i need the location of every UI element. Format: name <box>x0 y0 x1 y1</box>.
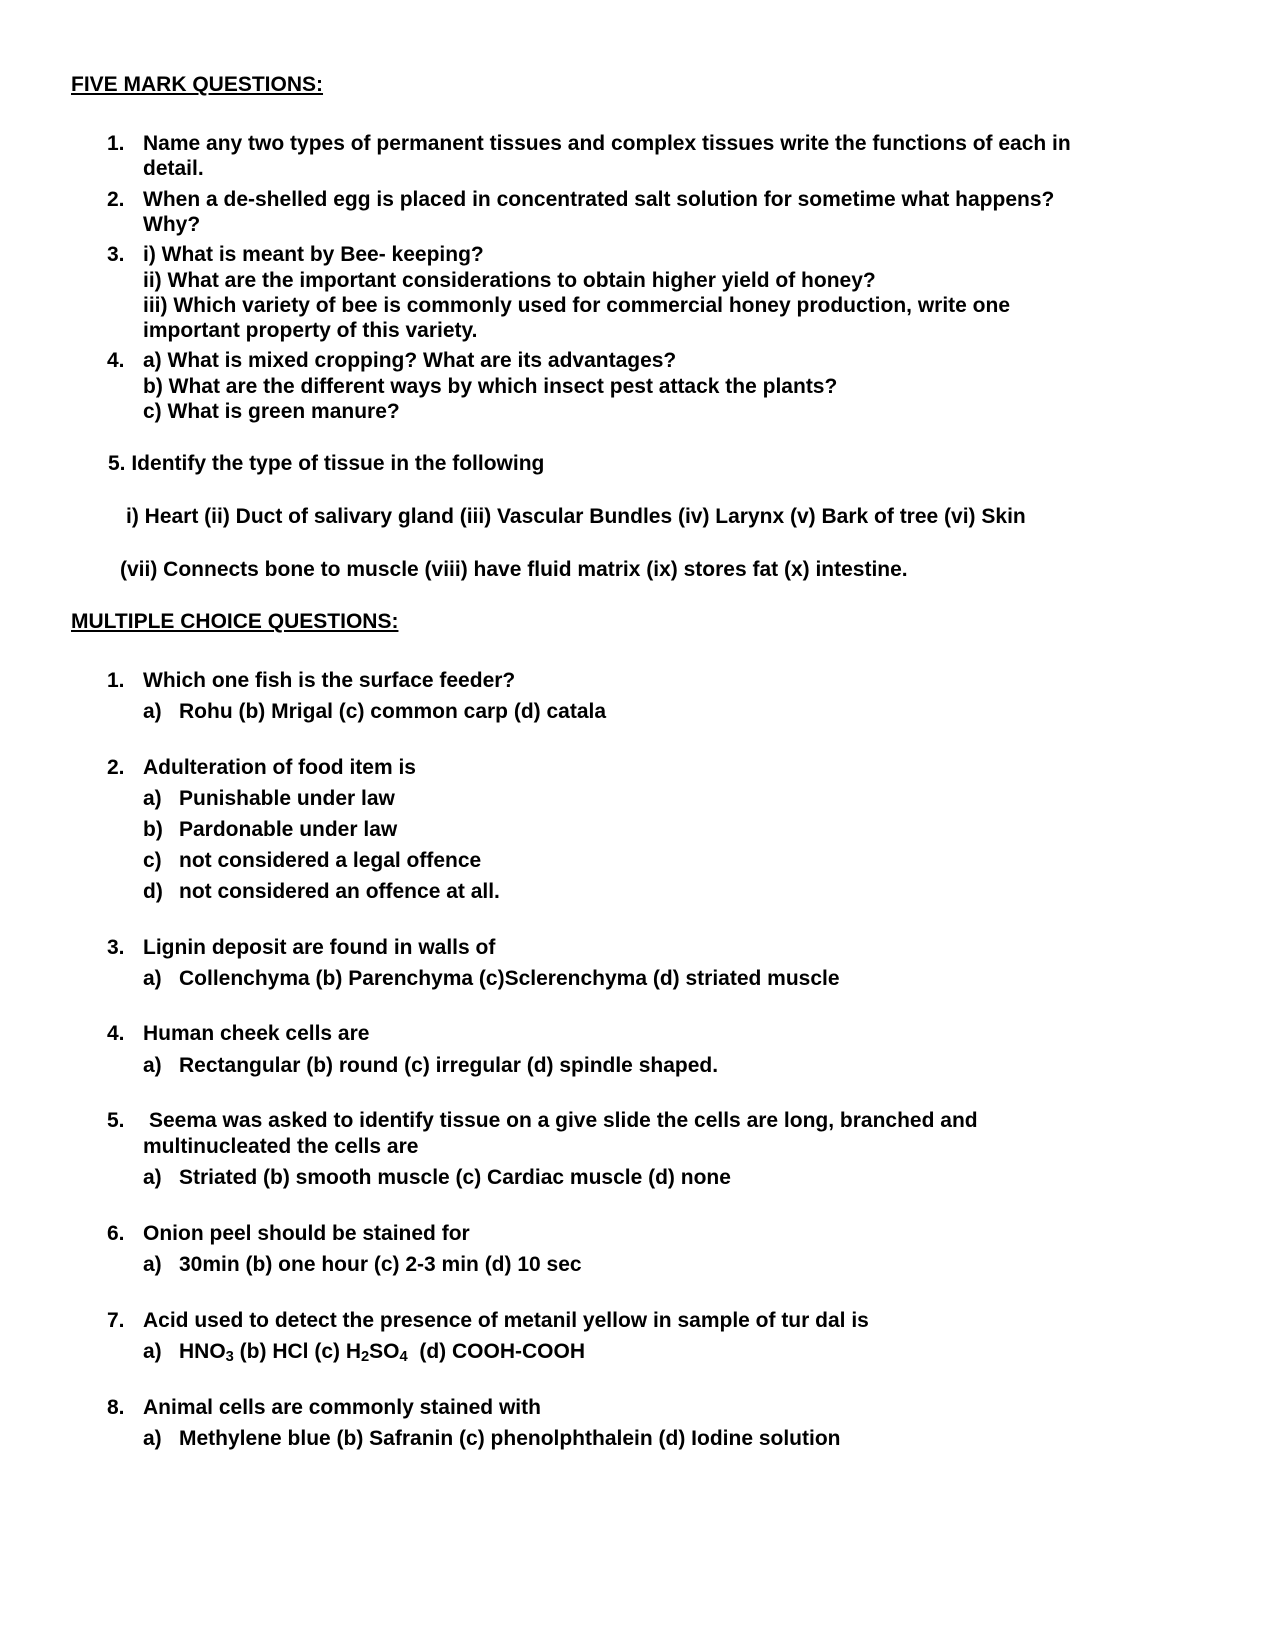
mcq8-option-label: a) <box>143 1427 162 1450</box>
mcq1-number: 1. <box>107 669 125 692</box>
q2-text-line1: When a de-shelled egg is placed in concentrated salt solution for sometime what happens? <box>143 188 1055 211</box>
five-mark-heading: FIVE MARK QUESTIONS: <box>71 73 324 96</box>
q1-number: 1. <box>107 132 125 155</box>
q2-text-line2: Why? <box>143 213 201 236</box>
q1-text-line2: detail. <box>143 157 204 180</box>
mcq2-option-a-label: a) <box>143 787 162 810</box>
q4-number: 4. <box>107 349 125 372</box>
mcq2-option-a: Punishable under law <box>179 787 395 810</box>
mcq7-opt-c-sub1: 2 <box>361 1349 370 1365</box>
mcq5-question-line1: Seema was asked to identify tissue on a give slide the cells are long, branched and <box>149 1109 978 1132</box>
q3-part-i: i) What is meant by Bee- keeping? <box>143 243 484 266</box>
q4-part-b: b) What are the different ways by which insect pest attack the plants? <box>143 375 838 398</box>
mcq7-options <box>179 1339 585 1365</box>
q3-part-ii: ii) What are the important considerations to obtain higher yield of honey? <box>143 269 876 292</box>
mcq-heading: MULTIPLE CHOICE QUESTIONS: <box>71 610 399 633</box>
mcq2-number: 2. <box>107 756 125 779</box>
q3-part-iii-cont: important property of this variety. <box>143 319 478 342</box>
mcq2-option-d: not considered an offence at all. <box>179 880 500 903</box>
mcq4-question: Human cheek cells are <box>143 1022 370 1045</box>
mcq7-opt-a-sub: 3 <box>225 1349 234 1365</box>
mcq2-option-b: Pardonable under law <box>179 818 398 841</box>
mcq8-number: 8. <box>107 1396 125 1419</box>
mcq8-question: Animal cells are commonly stained with <box>143 1396 541 1419</box>
mcq4-option-label: a) <box>143 1054 162 1077</box>
mcq6-option-label: a) <box>143 1253 162 1276</box>
q1-text-line1: Name any two types of permanent tissues and complex tissues write the functions of each in <box>143 132 1071 155</box>
mcq6-options: 30min (b) one hour (c) 2-3 min (d) 10 sec <box>179 1253 582 1276</box>
mcq2-question: Adulteration of food item is <box>143 756 416 779</box>
mcq4-options: Rectangular (b) round (c) irregular (d) spindle shaped. <box>179 1054 719 1077</box>
mcq7-opt-c-sub2: 4 <box>399 1349 408 1365</box>
mcq1-options: Rohu (b) Mrigal (c) common carp (d) catala <box>179 700 607 723</box>
q4-part-c: c) What is green manure? <box>143 400 400 423</box>
mcq2-option-c-label: c) <box>143 849 162 872</box>
q4-part-a: a) What is mixed cropping? What are its advantages? <box>143 349 677 372</box>
mcq5-options: Striated (b) smooth muscle (c) Cardiac muscle (d) none <box>179 1166 731 1189</box>
q5-items-line1: i) Heart (ii) Duct of salivary gland (iii) Vascular Bundles (iv) Larynx (v) Bark of tree (vi) Skin <box>126 505 1026 528</box>
mcq1-option-label: a) <box>143 700 162 723</box>
mcq1-question: Which one fish is the surface feeder? <box>143 669 516 692</box>
mcq7-opt-c: SO <box>369 1340 400 1363</box>
mcq5-question-line2: multinucleated the cells are <box>143 1135 419 1158</box>
mcq2-option-b-label: b) <box>143 818 163 841</box>
mcq8-options: Methylene blue (b) Safranin (c) phenolphthalein (d) Iodine solution <box>179 1427 841 1450</box>
mcq7-opt-d: (d) COOH-COOH <box>407 1340 585 1363</box>
q3-part-iii: iii) Which variety of bee is commonly used for commercial honey production, write one <box>143 294 1010 317</box>
q3-number: 3. <box>107 243 125 266</box>
mcq5-number: 5. <box>107 1109 125 1132</box>
mcq3-option-label: a) <box>143 967 162 990</box>
mcq2-option-c: not considered a legal offence <box>179 849 482 872</box>
mcq6-number: 6. <box>107 1222 125 1245</box>
mcq4-number: 4. <box>107 1022 125 1045</box>
mcq3-question: Lignin deposit are found in walls of <box>143 936 496 959</box>
mcq7-opt-a: HNO <box>179 1340 226 1363</box>
q5-items-line2: (vii) Connects bone to muscle (viii) have fluid matrix (ix) stores fat (x) intestine. <box>120 558 908 581</box>
mcq3-number: 3. <box>107 936 125 959</box>
q5-text: 5. Identify the type of tissue in the following <box>108 452 545 475</box>
mcq7-question: Acid used to detect the presence of metanil yellow in sample of tur dal is <box>143 1309 869 1332</box>
mcq7-number: 7. <box>107 1309 125 1332</box>
mcq6-question: Onion peel should be stained for <box>143 1222 470 1245</box>
mcq3-options: Collenchyma (b) Parenchyma (c)Sclerenchyma (d) striated muscle <box>179 967 840 990</box>
q2-number: 2. <box>107 188 125 211</box>
mcq2-option-d-label: d) <box>143 880 163 903</box>
mcq7-opt-b: (b) HCl (c) H <box>233 1340 361 1363</box>
mcq5-option-label: a) <box>143 1166 162 1189</box>
mcq7-option-label: a) <box>143 1340 162 1363</box>
